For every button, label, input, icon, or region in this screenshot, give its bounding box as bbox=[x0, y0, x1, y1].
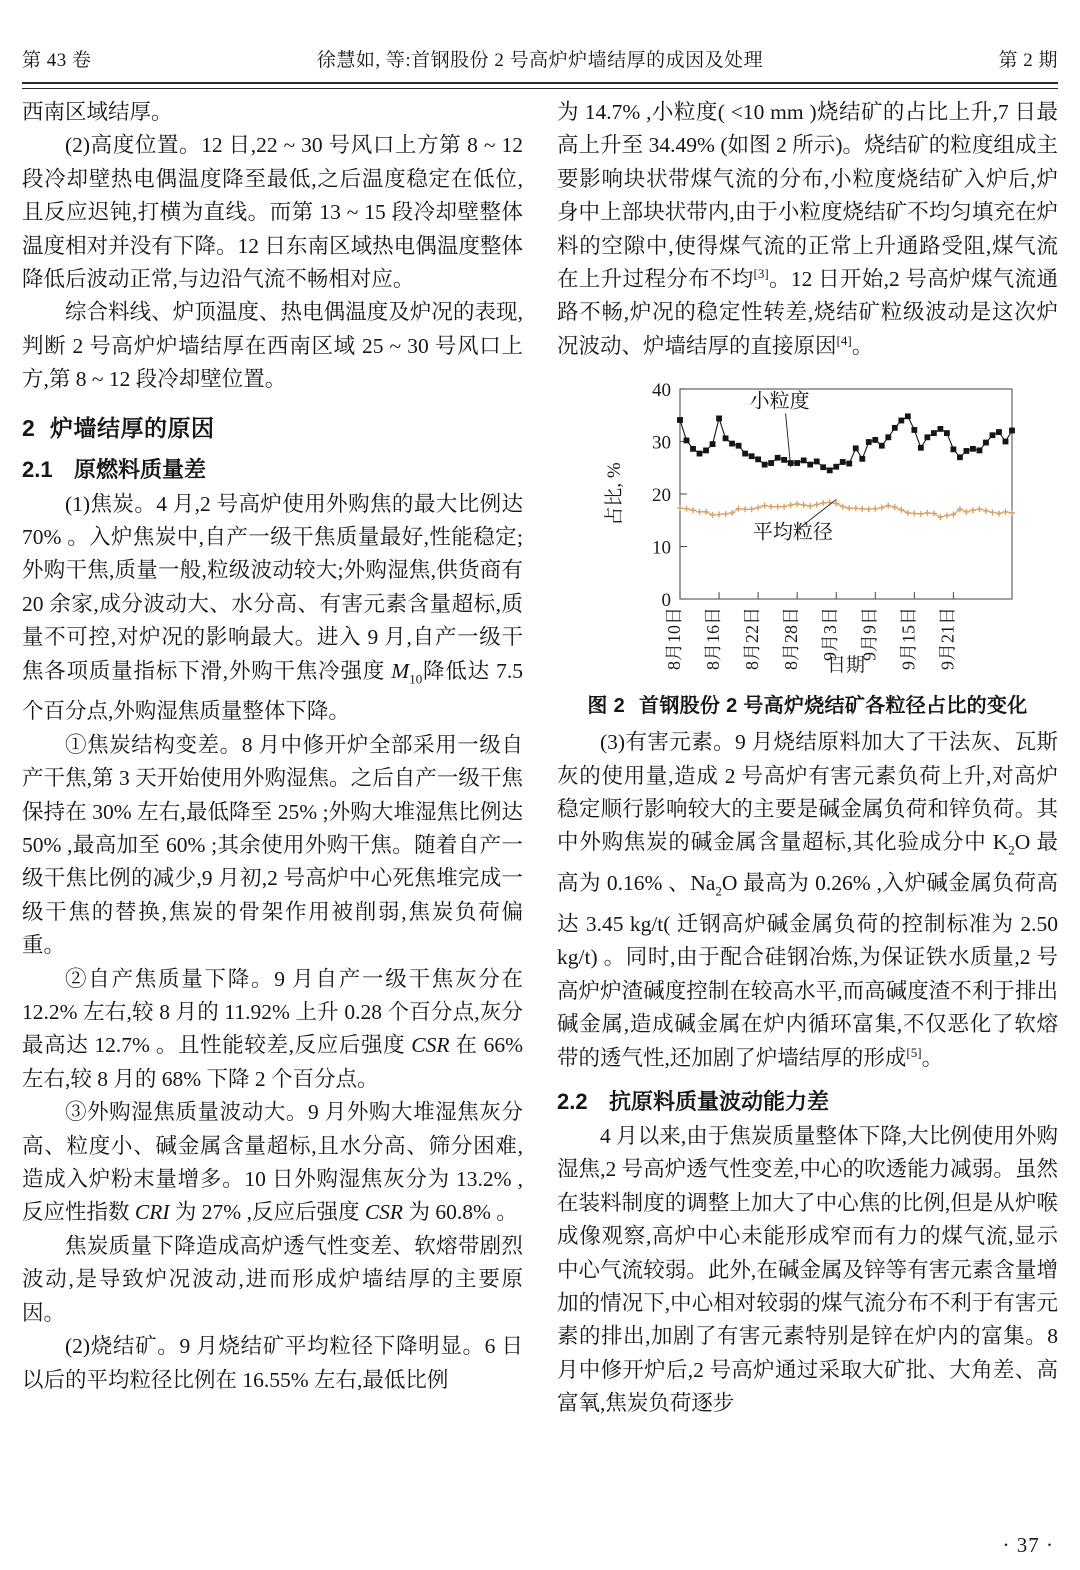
svg-text:8月28日: 8月28日 bbox=[780, 607, 801, 671]
math-variable: M bbox=[391, 658, 410, 683]
text-run: K bbox=[992, 830, 1009, 855]
figure-2 bbox=[557, 375, 1058, 718]
text-run: (3)有害元素。9 月烧结原料加大了干法灰、瓦斯灰的使用量,造成 2 号高炉有害元素负荷上升,对高炉稳定顺行影响较大的主要是碱金属负荷和锌负荷。其中外购焦炭的碱金属含量超标,其化验成分中 bbox=[557, 730, 1058, 855]
citation-ref: [4] bbox=[836, 332, 852, 348]
paragraph: 综合料线、炉顶温度、热电偶温度及炉况的表现,判断 2 号高炉炉墙结厚在西南区域 25 ~ 30 号风口上方,第 8 ~ 12 段冷却壁位置。 bbox=[22, 300, 523, 392]
left-column bbox=[22, 96, 523, 1550]
subsection-title: 抗原料质量波动能力差 bbox=[609, 1088, 830, 1114]
subsection-number: 2.2 bbox=[557, 1088, 588, 1114]
formula-subscript: 2 bbox=[715, 883, 722, 899]
text-run: ②自产焦质量下降。9 月自产一级干焦灰分在 12.2% 左右,较 8 月的 11.92% 上升 0.28 个百分点,灰分最高达 12.7% 。且性能较差,反应后强度 bbox=[22, 966, 523, 1058]
svg-text:0: 0 bbox=[661, 590, 671, 612]
paragraph bbox=[22, 488, 523, 729]
volume-label: 第 43 卷 bbox=[22, 49, 92, 71]
paragraph bbox=[22, 1096, 523, 1230]
header-rule bbox=[22, 82, 1058, 89]
paragraph: 4 月以来,由于焦炭质量整体下降,大比例使用外购湿焦,2 号高炉透气性变差,中心的吹透能力减弱。虽然在装料制度的调整上加大了中心焦的比例,但是从炉喉成像观察,高炉中心未能形成窄而有力的煤气流,显示中心气流较弱。此外,在碱金属及锌等有害元素含量增加的情况下,中心相对较弱的煤气流分布不利于有害元素的排出,加剧了有害元素特别是锌在炉内的富集。8 月中修开炉后,2 号高炉通过采取大矿批、大角差、高富氧,焦炭负荷逐步 bbox=[557, 1123, 1058, 1416]
citation-ref: [5] bbox=[906, 1044, 922, 1060]
formula-subscript: 2 bbox=[1008, 842, 1015, 858]
paragraph bbox=[557, 726, 1058, 1075]
section-title: 炉墙结厚的原因 bbox=[50, 414, 215, 441]
math-variable: CRI bbox=[134, 1200, 170, 1225]
text-run: ③外购湿焦质量波动大。9 月外购大堆湿焦灰分高、粒度小、碱金属含量超标,且水分高、筛分困难,造成入炉粉末量增多。10 日外购湿焦灰分为 13.2% ,反应性指数 bbox=[22, 1100, 523, 1225]
svg-text:30: 30 bbox=[651, 432, 671, 454]
svg-text:40: 40 bbox=[651, 380, 671, 402]
paragraph: (2)烧结矿。9 月烧结矿平均粒径下降明显。6 日以后的平均粒径比例在 16.55% 左右,最低比例 bbox=[22, 1334, 523, 1392]
section-heading-2 bbox=[22, 410, 523, 443]
subsection-number: 2.1 bbox=[22, 456, 53, 482]
chart-container bbox=[588, 375, 1028, 675]
svg-text:平均粒径: 平均粒径 bbox=[752, 521, 833, 544]
text-run: 。12 日开始,2 号高炉煤气流通路不畅,炉况的稳定性转差,烧结矿粒级波动是这次炉况波动、炉墙结厚的直接原因 bbox=[557, 267, 1058, 358]
math-variable: CSR bbox=[364, 1200, 404, 1225]
svg-text:小粒度: 小粒度 bbox=[749, 390, 810, 413]
text-run: 为 14.7% ,小粒度( <10 mm )烧结矿的占比上升,7 日最高上升至 34.49% (如图 2 所示)。烧结矿的粒度组成主要影响块状带煤气流的分布,小粒度烧结矿入炉后,炉身中上部块状带内,由于小粒度烧结矿不均匀填充在炉料的空隙中,使得煤气流的正常上升通路受阻,煤气流在上升过程分布不均 bbox=[557, 100, 1058, 292]
running-head bbox=[22, 40, 1058, 76]
text-run: 。 bbox=[851, 333, 874, 358]
figure-title: 首钢股份 2 号高炉烧结矿各粒径占比的变化 bbox=[639, 695, 1028, 718]
paragraph: ①焦炭结构变差。8 月中修开炉全部采用一级自产干焦,第 3 天开始使用外购湿焦。之后自产一级干焦保持在 30% 左右,最低降至 25% ;外购大堆湿焦比例达 50% ,最高加至 60% ;其余使用外购干焦。随着自产一级干焦比例的减少,9 月初,2 号高炉中心死焦堆完成一级干焦的替换,焦炭的骨架作用被削弱,焦炭负荷偏重。 bbox=[22, 732, 523, 958]
issue-label: 第 2 期 bbox=[998, 49, 1058, 71]
particle-size-ratio-line-chart bbox=[588, 375, 1028, 675]
text-run: 最高为 0.16% 、 bbox=[557, 830, 1058, 896]
paragraph bbox=[557, 96, 1058, 363]
chemical-formula bbox=[690, 871, 738, 899]
paragraph: 西南区域结厚。 bbox=[22, 100, 173, 124]
subsection-title: 原燃料质量差 bbox=[74, 456, 207, 482]
text-run: 最高为 0.26% ,入炉碱金属负荷高达 3.45 kg/t( 迁钢高炉碱金属负荷的控制标准为 2.50 kg/t) 。同时,由于配合硅钢冶炼,为保证铁水质量,2 号高炉炉渣碱度控制在较高水平,而高碱度渣不利于排出碱金属,造成碱金属在炉内循环富集,不仅恶化了软熔带的透气性,还加剧了炉墙结厚的形成 bbox=[557, 871, 1058, 1070]
svg-text:日期: 日期 bbox=[826, 655, 865, 676]
paragraph bbox=[22, 963, 523, 1097]
citation-ref: [3] bbox=[753, 265, 769, 281]
svg-text:9月3日: 9月3日 bbox=[819, 607, 840, 662]
svg-text:8月16日: 8月16日 bbox=[702, 607, 723, 671]
body-columns bbox=[22, 96, 1058, 1550]
chemical-formula bbox=[992, 830, 1031, 858]
text-run: Na bbox=[690, 871, 716, 896]
text-run: 为 27% ,反应后强度 bbox=[169, 1200, 365, 1225]
text-run: 在 66% 左右,较 8 月的 68% 下降 2 个百分点。 bbox=[22, 1033, 523, 1091]
text-run: 为 60.8% 。 bbox=[403, 1200, 518, 1225]
figure-caption bbox=[557, 689, 1058, 718]
math-variable: CSR bbox=[411, 1033, 450, 1058]
text-run: O bbox=[721, 871, 738, 896]
math-subscript: 10 bbox=[409, 670, 423, 686]
paragraph: (2)高度位置。12 日,22 ~ 30 号风口上方第 8 ~ 12 段冷却壁热电偶温度降至最低,之后温度稳定在低位,且反应迟钝,打横为直线。而第 13 ~ 15 段冷却壁整体温度相对并没有下降。12 日东南区域热电偶温度整体降低后波动正常,与边沿气流不畅相对应。 bbox=[22, 133, 523, 292]
svg-text:9月15日: 9月15日 bbox=[897, 607, 918, 671]
svg-text:8月10日: 8月10日 bbox=[663, 607, 684, 671]
paragraph: 焦炭质量下降造成高炉透气性变差、软熔带剧烈波动,是导致炉况波动,进而形成炉墙结厚的主要原因。 bbox=[22, 1233, 523, 1325]
svg-text:9月21日: 9月21日 bbox=[936, 607, 957, 671]
svg-text:20: 20 bbox=[651, 485, 671, 507]
text-run: 。 bbox=[921, 1045, 944, 1070]
text-run: O bbox=[1014, 830, 1031, 855]
section-number: 2 bbox=[22, 414, 36, 441]
svg-text:9月9日: 9月9日 bbox=[858, 607, 879, 662]
subsection-heading-2-2 bbox=[557, 1085, 1058, 1116]
svg-text:8月22日: 8月22日 bbox=[741, 607, 762, 671]
figure-number: 图 2 bbox=[587, 695, 626, 718]
subsection-heading-2-1 bbox=[22, 453, 523, 484]
svg-text:10: 10 bbox=[651, 537, 671, 559]
page-number: · 37 · bbox=[1002, 1533, 1054, 1557]
svg-text:占比, %: 占比, % bbox=[603, 462, 625, 526]
text-run: 降低达 7.5 个百分点,外购湿焦质量整体下降。 bbox=[22, 658, 523, 724]
right-column bbox=[557, 96, 1058, 1550]
text-run: (1)焦炭。4 月,2 号高炉使用外购焦的最大比例达 70% 。入炉焦炭中,自产一级干焦质量最好,性能稳定;外购干焦,质量一般,粒级波动较大;外购湿焦,供货商有 20 余家,成分波动大、水分高、有害元素含量超标,质量不可控,对炉况的影响最大。进入 9 月,自产一级干焦各项质量指标下滑,外购干焦冷强度 bbox=[22, 491, 523, 683]
running-title: 徐慧如, 等:首钢股份 2 号高炉炉墙结厚的成因及处理 bbox=[316, 49, 764, 71]
